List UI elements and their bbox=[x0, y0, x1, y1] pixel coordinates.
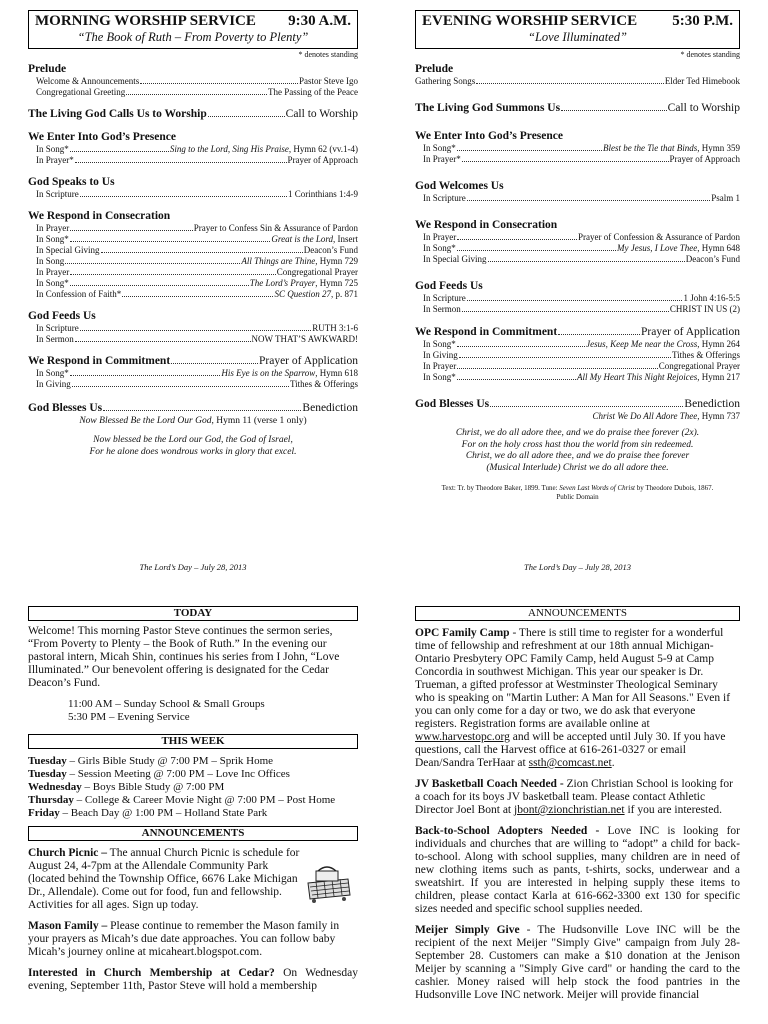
evening-denotes: * denotes standing bbox=[680, 50, 740, 59]
evening-summons: The Living God Summons Us Call to Worship bbox=[415, 102, 740, 114]
morning-commitment: We Respond in Commitment Prayer of Application bbox=[28, 355, 358, 367]
order-line: In Prayer Congregational Prayer bbox=[36, 267, 358, 277]
order-line: Gathering Songs Elder Ted Himebook bbox=[415, 76, 740, 86]
evening-title: EVENING WORSHIP SERVICE bbox=[422, 13, 638, 29]
morning-lyric: For he alone does wondrous works in glory that excel. bbox=[89, 446, 297, 457]
morning-speaks-title: God Speaks to Us bbox=[28, 176, 115, 188]
morning-consecration-title: We Respond in Consecration bbox=[28, 210, 171, 222]
morning-prelude-title: Prelude bbox=[28, 63, 67, 75]
order-line: In Scripture RUTH 3:1-6 bbox=[36, 323, 358, 333]
evening-credit: Text: Tr. by Theodore Baker, 1899. Tune: Seven Last Words of Christ by Theodore Dubois, 1867. Public Domain bbox=[441, 484, 714, 501]
morning-lyric: Now blessed be the Lord our God, the God of Israel, bbox=[93, 435, 293, 445]
bont-email-link[interactable]: jbont@zionchristian.net bbox=[514, 804, 625, 816]
week-item: Thursday – College & Career Movie Night @ 7:00 PM – Post Home bbox=[28, 794, 336, 806]
evening-service-panel bbox=[415, 10, 740, 590]
morning-footer: The Lord’s Day – July 28, 2013 bbox=[139, 562, 247, 572]
evening-closing-song: Christ We Do All Adore Thee, Hymn 737 bbox=[592, 411, 740, 421]
order-line: In Prayer* Prayer of Approach bbox=[36, 155, 358, 165]
morning-calls: The Living God Calls Us to Worship Call to Worship bbox=[28, 108, 358, 120]
schedule-item: 5:30 PM – Evening Service bbox=[68, 711, 190, 723]
order-line: In Song* Blest be the Tie that Binds, Hymn 359 bbox=[423, 143, 740, 153]
this-week-title: THIS WEEK bbox=[28, 734, 358, 749]
order-line: Welcome & Announcements Pastor Steve Igo bbox=[36, 76, 358, 86]
evening-prelude-title: Prelude bbox=[415, 63, 454, 75]
morning-header bbox=[28, 10, 358, 49]
announcement-jv: JV Basketball Coach Needed - Zion Christian School is looking for a coach for its boys JV basketball team. Please contact Athletic Director Joel Bont at jbont@zionchristian.net if you are interested. bbox=[415, 778, 733, 816]
evening-lyric: Christ, we do all adore thee, and we do praise thee forever bbox=[465, 451, 690, 461]
order-line: In Song* Sing to the Lord, Sing His Praise, Hymn 62 (vv.1-4) bbox=[36, 144, 358, 154]
order-line: In Song* His Eye is on the Sparrow, Hymn 618 bbox=[36, 368, 358, 378]
morning-presence-title: We Enter Into God’s Presence bbox=[28, 131, 176, 143]
today-panel bbox=[28, 606, 358, 1024]
order-line: In Special Giving Deacon’s Fund bbox=[36, 245, 358, 255]
terhaar-email-link[interactable]: ssth@comcast.net bbox=[528, 757, 612, 769]
announcement-picnic: Church Picnic – The annual Church Picnic is schedule for August 24, 4-7pm at the Allendale Community Park (located behind the Township Office, 6676 Lake Michigan Dr., Allendale). Come out for food, fun and fellowship. Activities for all ages. Sign up today. bbox=[28, 847, 300, 911]
order-line: In Confession of Faith* SC Question 27, p. 871 bbox=[36, 289, 358, 299]
order-line: In Scripture 1 John 4:16-5:5 bbox=[423, 293, 740, 303]
order-line: In Song* Jesus, Keep Me near the Cross, Hymn 264 bbox=[423, 339, 740, 349]
order-line: In Special Giving Deacon’s Fund bbox=[423, 254, 740, 264]
picnic-basket-icon bbox=[304, 861, 352, 905]
today-welcome: Welcome! This morning Pastor Steve continues the sermon series, “From Poverty to Plenty – the Book of Ruth.” In the evening our pastoral intern, Micah Shin, continues his series from I John, “Love Illuminated.” Our benevolent offering is designated for the Cedar Deacon’s Fund. bbox=[28, 625, 340, 689]
order-line: In Scripture 1 Corinthians 1:4-9 bbox=[36, 189, 358, 199]
announcements-panel bbox=[415, 606, 740, 1024]
announcements-left-title: ANNOUNCEMENTS bbox=[28, 826, 358, 841]
order-line: In Sermon NOW THAT’S AWKWARD! bbox=[36, 334, 358, 344]
evening-feeds-title: God Feeds Us bbox=[415, 280, 483, 292]
order-line: In Prayer Prayer of Confession & Assurance of Pardon bbox=[423, 232, 740, 242]
morning-service-panel bbox=[28, 10, 358, 590]
evening-footer: The Lord’s Day – July 28, 2013 bbox=[524, 562, 631, 572]
order-line: In Sermon CHRIST IN US (2) bbox=[423, 304, 740, 314]
week-item: Wednesday – Boys Bible Study @ 7:00 PM bbox=[28, 781, 225, 793]
order-line: Congregational Greeting The Passing of the Peace bbox=[36, 87, 358, 97]
today-title: TODAY bbox=[28, 606, 358, 621]
order-line: In Song All Things are Thine, Hymn 729 bbox=[36, 256, 358, 266]
evening-lyric: For on the holy cross hast thou the world from sin redeemed. bbox=[461, 439, 694, 450]
evening-commitment: We Respond in Commitment Prayer of Application bbox=[415, 326, 740, 338]
order-line: In Prayer Prayer to Confess Sin & Assurance of Pardon bbox=[36, 223, 358, 233]
order-line: In Giving Tithes & Offerings bbox=[423, 350, 740, 360]
order-line: In Song* All My Heart This Night Rejoices, Hymn 217 bbox=[423, 372, 740, 382]
morning-subtitle: “The Book of Ruth – From Poverty to Plenty” bbox=[77, 30, 309, 44]
evening-consecration-title: We Respond in Consecration bbox=[415, 219, 558, 231]
evening-lyric: Christ, we do all adore thee, and we do praise thee forever (2x). bbox=[455, 428, 700, 438]
order-line: In Giving Tithes & Offerings bbox=[36, 379, 358, 389]
announcement-membership: Interested in Church Membership at Cedar? On Wednesday evening, September 11th, Pastor Steve will hold a membership bbox=[28, 967, 358, 992]
week-item: Tuesday – Girls Bible Study @ 7:00 PM – Sprik Home bbox=[28, 755, 274, 767]
order-line: In Scripture Psalm 1 bbox=[423, 193, 740, 203]
announcements-right-title: ANNOUNCEMENTS bbox=[415, 606, 740, 621]
order-line: In Song* Great is the Lord, Insert bbox=[36, 234, 358, 244]
announcement-mason: Mason Family – Please continue to remember the Mason family in your prayers as Micah’s due date approaches. You can follow baby Micah’s journey online at micaheart.blogspot.com. bbox=[28, 920, 340, 958]
morning-feeds-title: God Feeds Us bbox=[28, 310, 96, 322]
order-line: In Prayer* Prayer of Approach bbox=[423, 154, 740, 164]
evening-time: 5:30 P.M. bbox=[672, 13, 733, 29]
morning-closing-song: Now Blessed Be the Lord Our God, Hymn 11 (verse 1 only) bbox=[79, 416, 307, 426]
morning-denotes: * denotes standing bbox=[298, 50, 358, 59]
announcement-meijer: Meijer Simply Give - The Hudsonville Love INC will be the recipient of the next Meijer "Simply Give" campaign from July 28-September 28. Customers can make a $10 donation at the Jenison Meijer by scanning a "Simply Give card" or handing the card to the cashier. Money raised will help stock the food pantries in the Hudsonville Love INC network. Meijer will provide financial bbox=[415, 924, 740, 1001]
morning-time: 9:30 A.M. bbox=[288, 13, 351, 29]
evening-lyric: (Musical Interlude) Christ we do all adore thee. bbox=[486, 462, 669, 473]
week-item: Friday – Beach Day @ 1:00 PM – Holland State Park bbox=[28, 807, 268, 819]
morning-blesses: God Blesses Us Benediction bbox=[28, 402, 358, 414]
evening-header bbox=[415, 10, 740, 49]
evening-blesses: God Blesses Us Benediction bbox=[415, 398, 740, 410]
morning-title: MORNING WORSHIP SERVICE bbox=[35, 13, 256, 29]
order-line: In Song* The Lord’s Prayer, Hymn 725 bbox=[36, 278, 358, 288]
harvest-link[interactable]: www.harvestopc.org bbox=[415, 731, 510, 743]
order-line: In Prayer Congregational Prayer bbox=[423, 361, 740, 371]
schedule-item: 11:00 AM – Sunday School & Small Groups bbox=[68, 698, 265, 710]
evening-presence-title: We Enter Into God’s Presence bbox=[415, 130, 563, 142]
week-item: Tuesday – Session Meeting @ 7:00 PM – Love Inc Offices bbox=[28, 768, 290, 780]
evening-welcomes-title: God Welcomes Us bbox=[415, 180, 504, 192]
announcement-camp: OPC Family Camp - There is still time to register for a wonderful time of fellowship and refreshment at our 18th annual Michigan-Ontario Presbytery OPC Family Camp, held August 5-9 at Camp Concordia in southwest Michigan. This year our speaker is Dr. Trueman, a gifted professor at Westminster Theological Seminary who is speaking on "Martin Luther: A Man for All Seasons." Even if you can only come for a day or two, we do ask that everyone registers. Registration forms are available online at www.harvestopc.org and will be accepted until July 30. If you have questions, call the Harvest office at 616-261-0327 or email Dean/Sandra TerHaar at ssth@comcast.net. bbox=[415, 627, 731, 769]
order-line: In Song* My Jesus, I Love Thee, Hymn 648 bbox=[423, 243, 740, 253]
evening-subtitle: “Love Illuminated” bbox=[528, 30, 627, 44]
announcement-back-to-school: Back-to-School Adopters Needed - Love INC is looking for individuals and churches that are willing to “adopt” a child for back-to-school. Along with school supplies, many children are in need of new clothing items such as pants, t-shirts, socks, underwear and a sweatshirt. If you are interested in helping supply these items to children, please contact Karla at 616-662-3300 ext 130 for specific sizes needed and specific school supplies needed. bbox=[415, 825, 740, 915]
